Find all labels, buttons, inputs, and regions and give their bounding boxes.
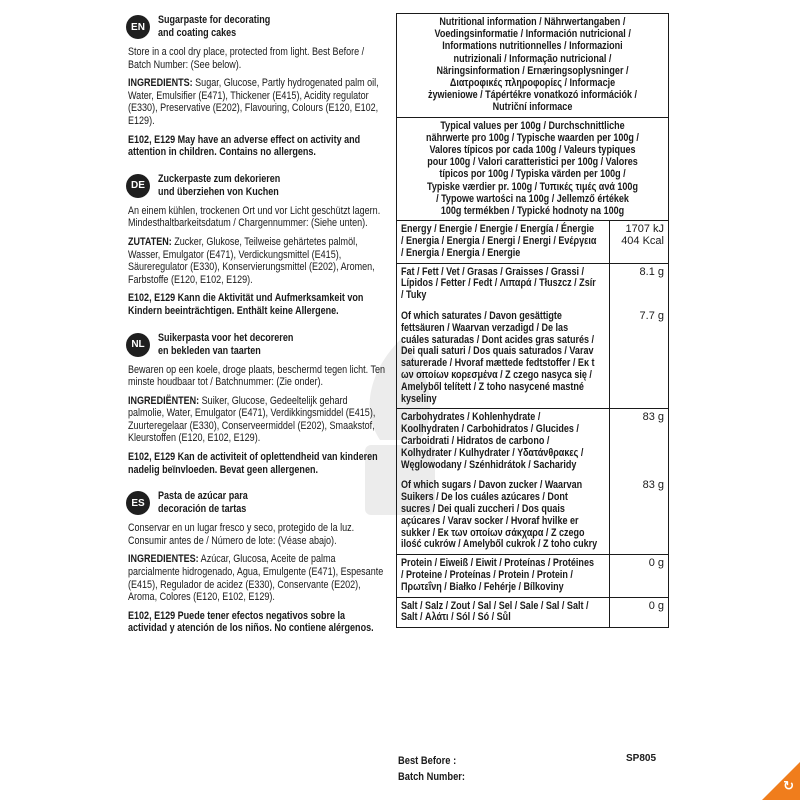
batch-number-label: Batch Number: bbox=[398, 771, 466, 783]
typical-values-header: Typical values per 100g / Durchschnittliche nährwerte pro 100g / Typische waarden per 100g / Valores típicos por cada 100g / Valeurs typiques pour 100g / Valori caratteristici per 100g / Valores típicos por 100g / Typiska värden per 100g / Typiske værdier pr. 100g / Τυπικές τιμές ανά 100g / Typowe wartości na 100g / Jellemző értékek 100g termékben / Typické hodnoty na 100g bbox=[397, 118, 668, 222]
fat-row bbox=[397, 264, 668, 305]
saturates-value: 7.7 g bbox=[639, 310, 664, 323]
protein-label: Protein / Eiweiß / Eiwit / Proteínas / Protéines / Proteine / Proteínas / Protein / Protein / Πρωτεΐνη / Białko / Fehérje / Bílkoviny bbox=[401, 557, 594, 593]
warning-es: E102, E129 Puede tener efectos negativos sobre la actividad y atención de los niños. No contiene alérgenos. bbox=[128, 609, 374, 635]
best-before-label: Best Before : bbox=[398, 755, 457, 767]
badge-es: ES bbox=[126, 491, 150, 515]
energy-kj: 1707 kJ bbox=[625, 223, 664, 236]
section-nl bbox=[128, 332, 386, 477]
salt-value: 0 g bbox=[648, 599, 664, 612]
warning-de: E102, E129 Kann die Aktivität und Aufmerksamkeit von Kindern beeinträchtigen. Enthält keine Allergene. bbox=[128, 292, 364, 317]
ingredients-de: ZUTATEN: Zucker, Glukose, Teilweise gehärtetes palmöl, Wasser, Emulgator (E471), Verdickungsmittel (E415), Säureregulator (E330), Konservierungsmittel (E202), Aromen, Farbstoffe (E120, E102, E129). bbox=[128, 235, 375, 286]
section-en bbox=[128, 14, 386, 159]
ingredients-es: INGREDIENTES: Azúcar, Glucosa, Aceite de palma parcialmente hidrogenado, Agua, Emulgente (E471), Espesante (E415), Regulador de acidez (E330), Conservante (E202), Aroma, Colores (E120, E102, E129). bbox=[128, 553, 384, 604]
protein-row bbox=[397, 555, 668, 597]
badge-de: DE bbox=[126, 174, 150, 198]
warning-nl: E102, E129 Kan de activiteit of oplettendheid van kinderen nadelig beïnvloeden. Bevat geen allergenen. bbox=[128, 451, 378, 476]
section-de-title: Zuckerpaste zum dekorieren und überziehen von Kuchen bbox=[158, 172, 281, 198]
storage-de: An einem kühlen, trockenen Ort und vor Licht geschützt lagern. Mindesthaltbarkeitsdatum / Chargennummer: (Siehe unten). bbox=[128, 204, 381, 230]
saturates-label: Of which saturates / Davon gesättigte fettsäuren / Waarvan verzadigd / De las cuáles saturadas / Dont acides gras saturés / Dei quali saturi / Dos quais saturados / Varav saturerade / Hvoraf mættede fedtstoffer / Εκ t ων οποίων κορεσμένα / Z czego nasyca się / Amelyből telített / Z toho nasycené mastné kyseliny bbox=[401, 310, 595, 405]
badge-en: EN bbox=[126, 15, 150, 39]
nutrition-header: Nutritional information / Nährwertangaben / Voedingsinformatie / Información nutricional / Informations nutritionnelles / Informazioni nutrizionali / Informação nutricional / Näringsinformation / Ernæringsoplysninger / Διατροφικές πληροφορίες / Informacje żywieniowe / Tápértékre vonatkozó információk / Nutriční informace bbox=[397, 14, 668, 118]
corner-badge bbox=[762, 762, 800, 800]
storage-nl: Bewaren op een koele, droge plaats, beschermd tegen licht. Ten minste houdbaar tot / Batchnummer: (Zie onder). bbox=[128, 363, 386, 389]
section-de bbox=[128, 173, 386, 318]
salt-label: Salt / Salz / Zout / Sal / Sel / Sale / Sal / Salt / Salt / Αλάτι / Sól / Só / Sůl bbox=[401, 599, 589, 624]
fat-block bbox=[397, 264, 668, 410]
energy-kcal: 404 Kcal bbox=[621, 235, 664, 248]
section-en-title: Sugarpaste for decorating and coating cakes bbox=[158, 14, 271, 39]
ingredients-nl: INGREDIËNTEN: Suiker, Glucose, Gedeeltelijk gehard palmolie, Water, Emulgator (E471), Verdikkingsmiddel (E415), Zuurteregelaar (E330), Conserveermiddel (E202), Smaakstof, Kleurstoffen (E120, E102, E129). bbox=[128, 394, 376, 445]
warning-en: E102, E129 May have an adverse effect on activity and attention in children. Contains no allergens. bbox=[128, 133, 361, 159]
sugars-value: 83 g bbox=[642, 479, 664, 492]
section-nl-title: Suikerpasta voor het decoreren en bekleden van taarten bbox=[158, 331, 294, 357]
protein-value: 0 g bbox=[648, 557, 664, 570]
energy-label: Energy / Energie / Energie / Energía / Énergie / Energia / Energia / Energi / Energi / Ενέργεια / Energia / Energia / Energie bbox=[401, 223, 597, 259]
nutrition-table bbox=[396, 13, 669, 628]
storage-es: Conservar en un lugar fresco y seco, protegido de la luz. Consumir antes de / Número de lote: (Véase abajo). bbox=[128, 522, 355, 547]
recycle-arrow-icon: ↻ bbox=[783, 778, 794, 793]
saturates-row bbox=[397, 305, 668, 408]
section-es-title: Pasta de azúcar para decoración de tartas bbox=[158, 490, 248, 516]
fat-value: 8.1 g bbox=[639, 265, 664, 278]
fat-label: Fat / Fett / Vet / Grasas / Graisses / Grassi / Lípidos / Fetter / Fedt / Λιπαρά / Tłuszcz / Zsír / Tuky bbox=[401, 265, 596, 302]
storage-en: Store in a cool dry place, protected from light. Best Before / Batch Number: (See below). bbox=[128, 46, 365, 71]
section-es bbox=[128, 490, 386, 635]
carbohydrate-row bbox=[397, 409, 668, 474]
carbohydrate-block bbox=[397, 409, 668, 555]
salt-row bbox=[397, 598, 668, 628]
carbohydrate-value: 83 g bbox=[642, 411, 664, 424]
ingredients-en: INGREDIENTS: Sugar, Glucose, Partly hydrogenated palm oil, Water, Emulsifier (E471), Thickener (E415), Acidity regulator (E330), Preservative (E202), Flavouring, Colours (E120, E102, E129). bbox=[128, 77, 379, 127]
carbohydrate-label: Carbohydrates / Kohlenhydrate / Koolhydraten / Carbohidratos / Glucides / Carboidrati / Hidratos de carbono / Kolhydrater / Kulhydrater / Υδατάνθρακες / Węglowodany / Szénhidrátok / Sacharidy bbox=[401, 411, 584, 471]
energy-row bbox=[397, 221, 668, 263]
sugars-row bbox=[397, 474, 668, 554]
ingredients-column bbox=[128, 14, 386, 635]
badge-nl: NL bbox=[126, 333, 150, 357]
product-code: SP805 bbox=[626, 753, 657, 764]
sugars-label: Of which sugars / Davon zucker / Waarvan Suikers / De los cuáles azúcares / Dont sucres / Dei quali zuccheri / Dos quais açúcares / Varav socker / Hvoraf hvilke er sukker / Εκ των οποίων σάκχαρα / Z czego ilość cukrów / Amelyből cukrok / Z toho cukry bbox=[401, 479, 598, 551]
